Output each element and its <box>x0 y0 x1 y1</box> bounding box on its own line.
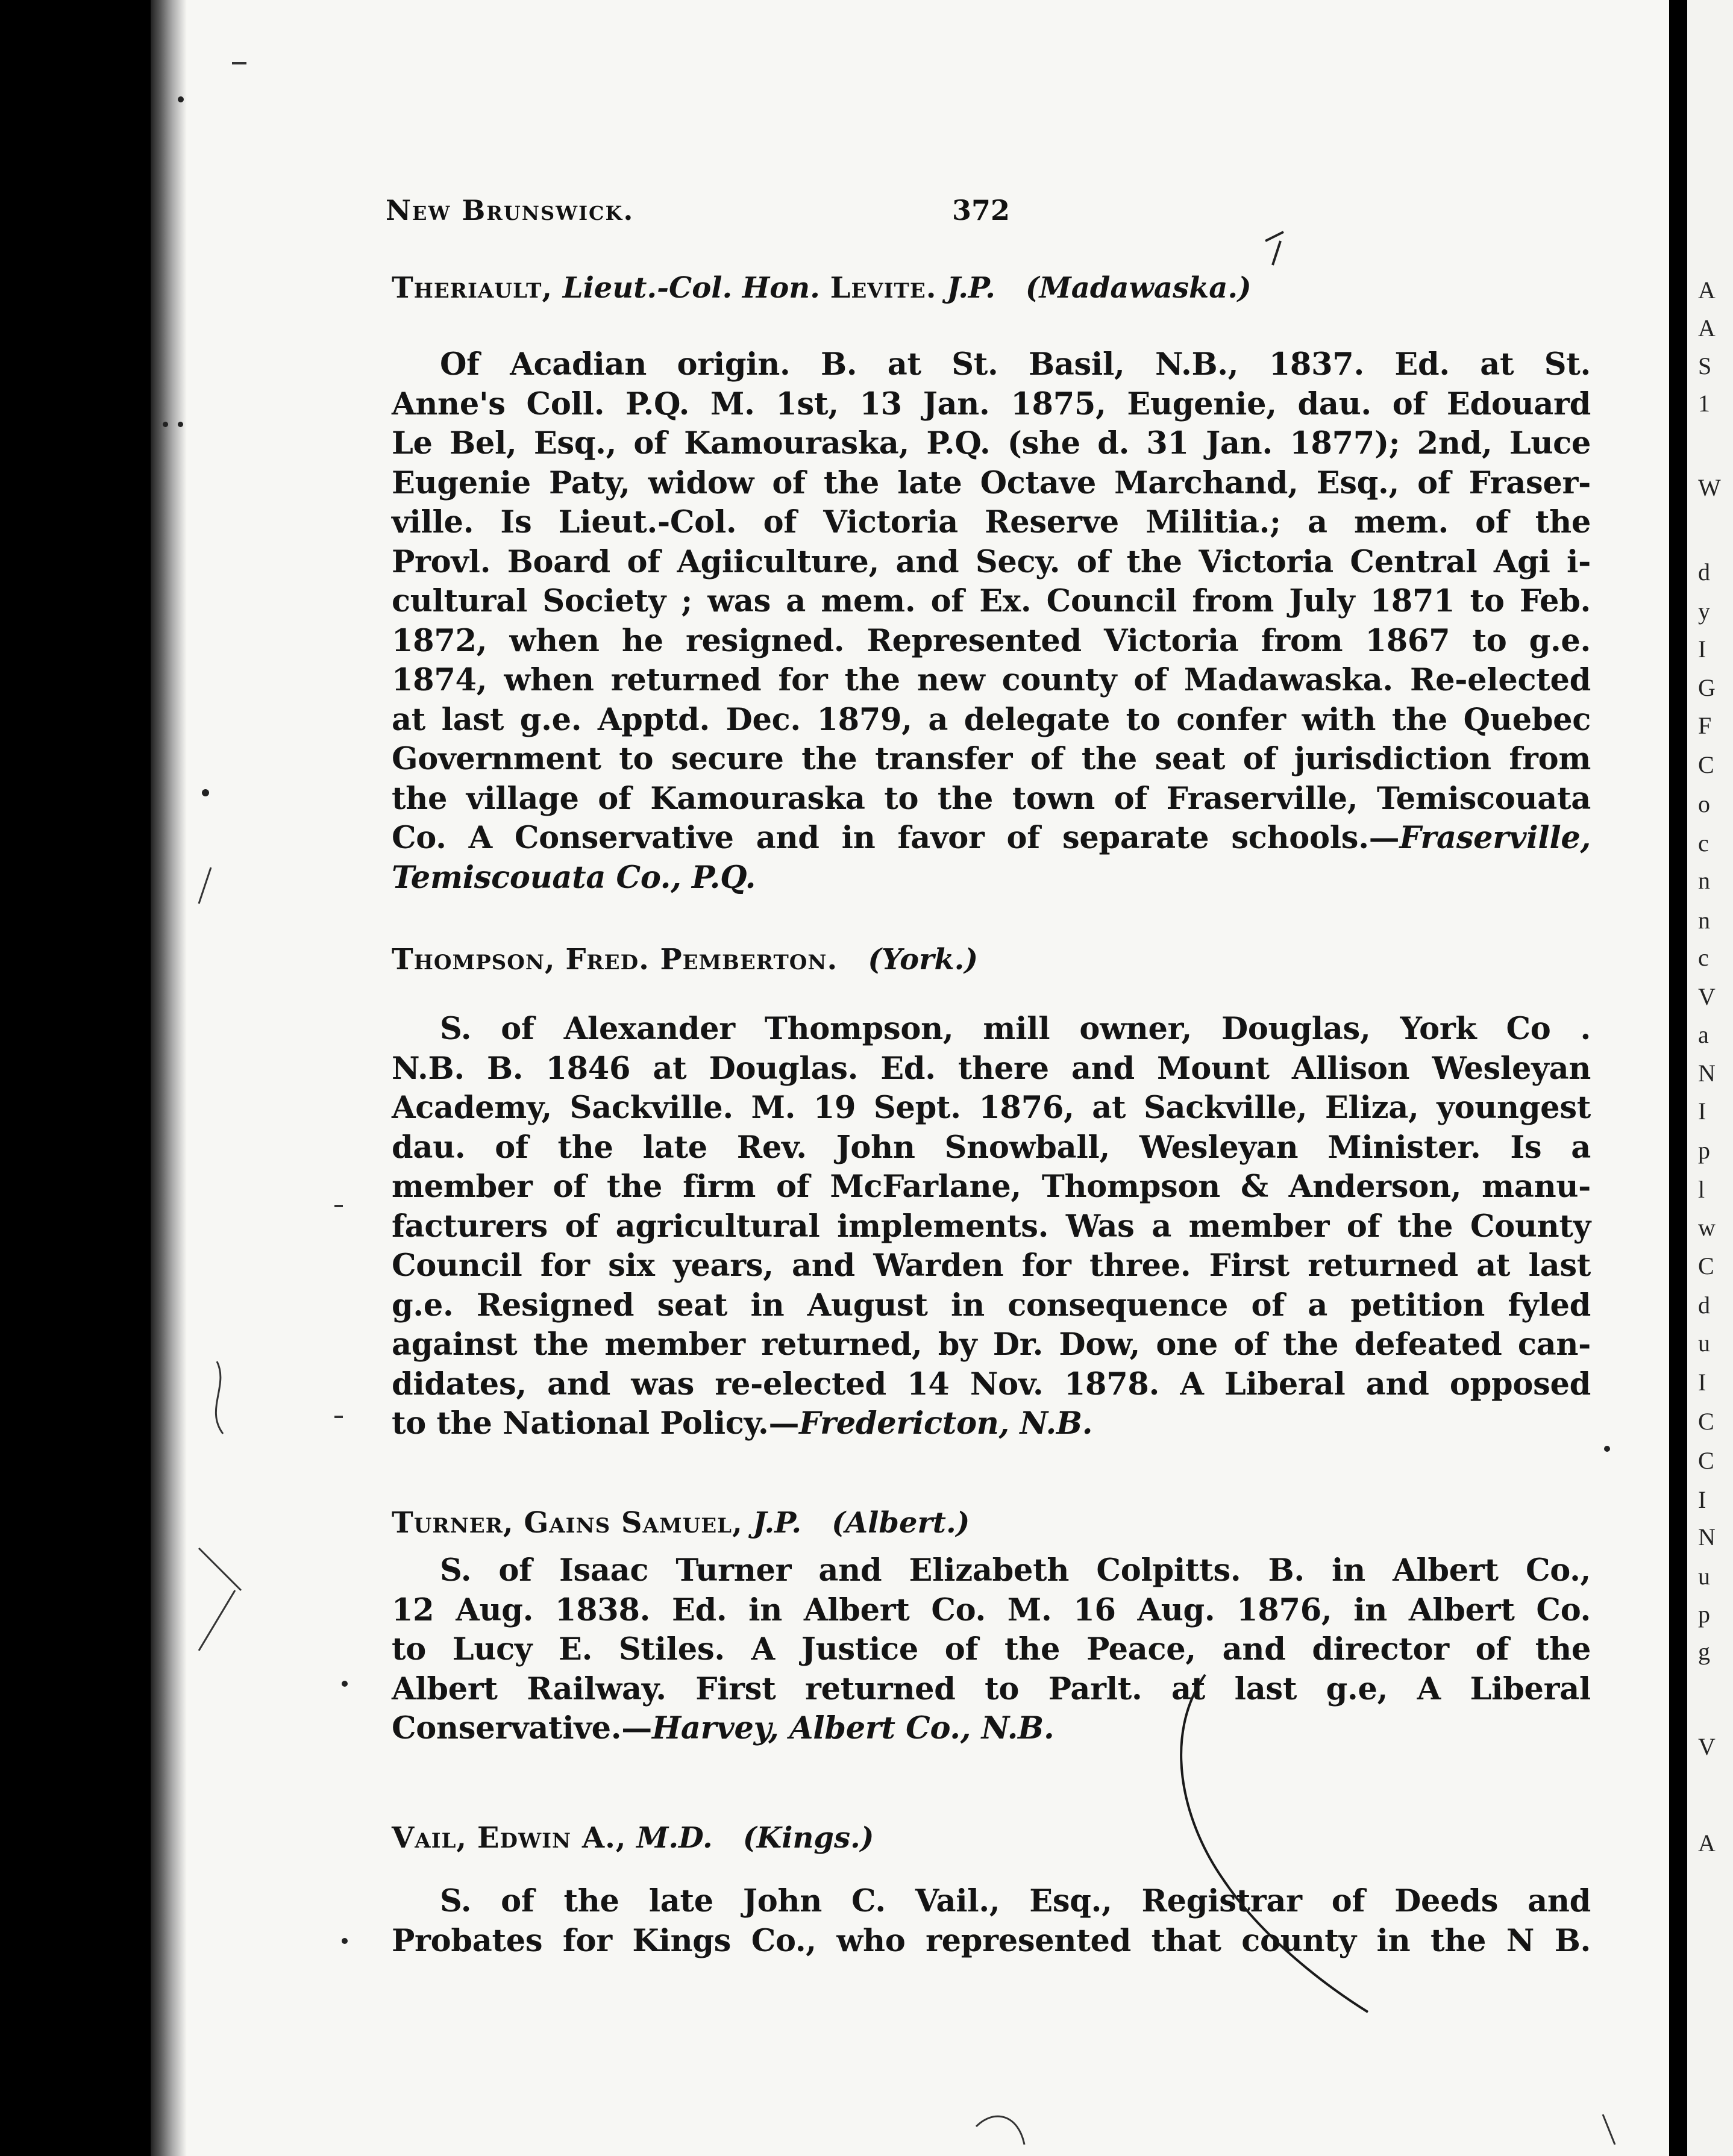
facing-page-letter: G <box>1698 674 1716 701</box>
page-number: 372 <box>952 194 1011 227</box>
entry-body <box>392 1551 1597 1709</box>
entry-heading <box>392 1818 1597 1858</box>
facing-page-letter: l <box>1698 1176 1705 1203</box>
entry-surname: Theriault, <box>392 271 553 305</box>
entry-constituency: (York.) <box>868 943 979 976</box>
biography-entry <box>392 1503 1597 1749</box>
facing-page-letter: A <box>1698 277 1716 304</box>
body-line: the village of Kamouraska to the town of Fraserville, Temiscouata <box>392 780 1591 817</box>
body-line: Le Bel, Esq., of Kamouraska, P.Q. (she d. 31 Jan. 1877); 2nd, Luce <box>392 425 1591 461</box>
entry-given-name: Levite. <box>830 271 937 305</box>
body-line: Government to secure the transfer of the seat of jurisdiction from <box>392 741 1591 777</box>
facing-page-letter: W <box>1698 474 1721 501</box>
facing-page-letter: p <box>1698 1601 1710 1628</box>
entry-given-name: Fred. Pemberton. <box>565 943 838 976</box>
facing-page-letter: I <box>1698 1486 1706 1513</box>
body-line: Anne's Coll. P.Q. M. 1st, 13 Jan. 1875, Eugenie, dau. of Edouard <box>392 386 1591 422</box>
residence-text: Harvey, Albert Co., N.B. <box>651 1710 1055 1746</box>
scan-speck <box>232 62 246 64</box>
body-line: to Lucy E. Stiles. A Justice of the Peace, and director of the <box>392 1631 1591 1667</box>
book-gutter <box>1669 0 1687 2156</box>
entry-title: Lieut.-Col. Hon. <box>562 271 820 305</box>
running-head <box>386 194 1410 228</box>
facing-page-letter: I <box>1698 1369 1706 1396</box>
entry-heading <box>392 1503 1597 1543</box>
page-edge-shadow <box>151 0 187 2156</box>
section-title: New Brunswick. <box>386 194 635 227</box>
facing-page-letter: I <box>1698 636 1706 663</box>
body-line: Eugenie Paty, widow of the late Octave Marchand, Esq., of Fraser- <box>392 464 1591 501</box>
body-line: S. of Alexander Thompson, mill owner, Douglas, York Co . <box>440 1011 1591 1047</box>
entry-heading <box>392 268 1597 308</box>
body-line: Probates for Kings Co., who represented that county in the N B. <box>392 1922 1591 1959</box>
body-line: dau. of the late Rev. John Snowball, Wesleyan Minister. Is a <box>392 1129 1591 1166</box>
facing-page-letter: c <box>1698 944 1709 971</box>
body-line: S. of the late John C. Vail., Esq., Registrar of Deeds and <box>440 1883 1591 1919</box>
entry-last-line <box>392 1709 1597 1749</box>
body-line: Albert Railway. First returned to Parlt. at last g.e, A Liberal <box>392 1670 1591 1707</box>
facing-page-letter: d <box>1698 558 1710 586</box>
facing-page-letter: F <box>1698 712 1712 739</box>
entry-suffix: M.D. <box>636 1821 713 1855</box>
scan-speck <box>342 1681 348 1687</box>
facing-page-letter: 1 <box>1698 390 1710 417</box>
entry-suffix: J.P. <box>947 271 995 305</box>
facing-page-letter: V <box>1698 983 1716 1010</box>
entry-constituency: (Albert.) <box>832 1506 970 1540</box>
biography-entry <box>392 1818 1597 1961</box>
entry-given-name: Gains Samuel, <box>524 1506 743 1540</box>
facing-page-fragment <box>1687 0 1733 2156</box>
scan-speck <box>334 1205 343 1207</box>
facing-page-letter: a <box>1698 1021 1709 1048</box>
entry-constituency: (Madawaska.) <box>1025 271 1252 305</box>
facing-page-letter: p <box>1698 1137 1710 1164</box>
body-line: Council for six years, and Warden for three. First returned at last <box>392 1248 1591 1284</box>
entry-constituency: (Kings.) <box>742 1821 874 1855</box>
entry-surname: Vail, <box>392 1821 468 1855</box>
scan-speck <box>178 422 183 427</box>
scan-speck <box>1604 1446 1610 1452</box>
facing-page-letter: C <box>1698 1447 1714 1474</box>
facing-page-letter: A <box>1698 314 1716 342</box>
body-line: cultural Society ; was a mem. of Ex. Council from July 1871 to Feb. <box>392 583 1591 619</box>
body-line: ville. Is Lieut.-Col. of Victoria Reserve Militia.; a mem. of the <box>392 504 1591 540</box>
body-line: S. of Isaac Turner and Elizabeth Colpitts. B. in Albert Co., <box>440 1552 1591 1589</box>
facing-page-letter: S <box>1698 352 1712 380</box>
residence-text: Fredericton, N.B. <box>799 1405 1093 1442</box>
scan-speck <box>202 789 209 796</box>
facing-page-letter: o <box>1698 790 1710 817</box>
body-line: 1872, when he resigned. Represented Victoria from 1867 to g.e. <box>392 622 1591 659</box>
facing-page-letter: n <box>1698 907 1710 934</box>
facing-page-letter: N <box>1698 1523 1716 1551</box>
body-line: g.e. Resigned seat in August in consequence of a petition fyled <box>392 1287 1591 1323</box>
body-line: Of Acadian origin. B. at St. Basil, N.B., 1837. Ed. at St. <box>440 346 1591 383</box>
body-line: didates, and was re-elected 14 Nov. 1878. A Liberal and opposed <box>392 1366 1591 1402</box>
body-text: Co. A Conservative and in favor of separate schools.— <box>392 820 1400 856</box>
body-line <box>392 819 1591 858</box>
entry-suffix: J.P. <box>753 1506 802 1540</box>
body-line: N.B. B. 1846 at Douglas. Ed. there and Mount Allison Wesleyan <box>392 1050 1591 1087</box>
residence-text: Fraserville, <box>1399 820 1591 856</box>
body-line: facturers of agricultural implements. Was a member of the County <box>392 1208 1591 1245</box>
entry-body <box>392 1882 1597 1961</box>
facing-page-letter: C <box>1698 1408 1714 1435</box>
scan-speck <box>334 1416 343 1418</box>
facing-page-letter: n <box>1698 867 1710 894</box>
facing-page-letter: V <box>1698 1733 1716 1760</box>
entry-surname: Turner, <box>392 1506 514 1540</box>
biography-entry <box>392 940 1597 1444</box>
body-line: against the member returned, by Dr. Dow, one of the defeated can- <box>392 1326 1591 1363</box>
body-line: 12 Aug. 1838. Ed. in Albert Co. M. 16 Aug. 1876, in Albert Co. <box>392 1592 1591 1628</box>
entry-body <box>392 345 1597 858</box>
scan-speck <box>342 1938 348 1944</box>
entry-given-name: Edwin A., <box>477 1821 627 1855</box>
entry-residence-line <box>392 858 1591 898</box>
entry-surname: Thompson, <box>392 943 556 976</box>
body-line: at last g.e. Apptd. Dec. 1879, a delegate to confer with the Quebec <box>392 701 1591 738</box>
facing-page-letter: u <box>1698 1330 1710 1357</box>
biography-entry <box>392 268 1597 898</box>
body-line: 1874, when returned for the new county of Madawaska. Re-elected <box>392 662 1591 698</box>
body-text: Conservative.— <box>392 1710 652 1746</box>
scan-speck <box>163 422 168 427</box>
body-line: member of the firm of McFarlane, Thompson & Anderson, manu- <box>392 1169 1591 1205</box>
facing-page-letter: u <box>1698 1563 1710 1590</box>
body-line: Academy, Sackville. M. 19 Sept. 1876, at Sackville, Eliza, youngest <box>392 1090 1591 1126</box>
body-text: to the National Policy.— <box>392 1405 800 1442</box>
residence-text: Temiscouata Co., P.Q. <box>392 859 756 896</box>
facing-page-letter: y <box>1698 598 1710 625</box>
facing-page-letter: I <box>1698 1098 1706 1125</box>
body-line: Provl. Board of Agiiculture, and Secy. of the Victoria Central Agi i- <box>392 543 1591 580</box>
facing-page-letter: C <box>1698 1252 1714 1280</box>
entry-last-line <box>392 1404 1597 1444</box>
scan-speck <box>178 96 184 102</box>
facing-page-letter: N <box>1698 1060 1716 1087</box>
facing-page-letter: c <box>1698 830 1709 857</box>
facing-page-letter: d <box>1698 1292 1710 1319</box>
entry-body <box>392 1010 1597 1404</box>
entry-heading <box>392 940 1597 980</box>
facing-page-letter: C <box>1698 751 1714 778</box>
facing-page-letter: w <box>1698 1214 1716 1241</box>
facing-page-letter: A <box>1698 1829 1716 1857</box>
facing-page-letter: g <box>1698 1638 1710 1665</box>
